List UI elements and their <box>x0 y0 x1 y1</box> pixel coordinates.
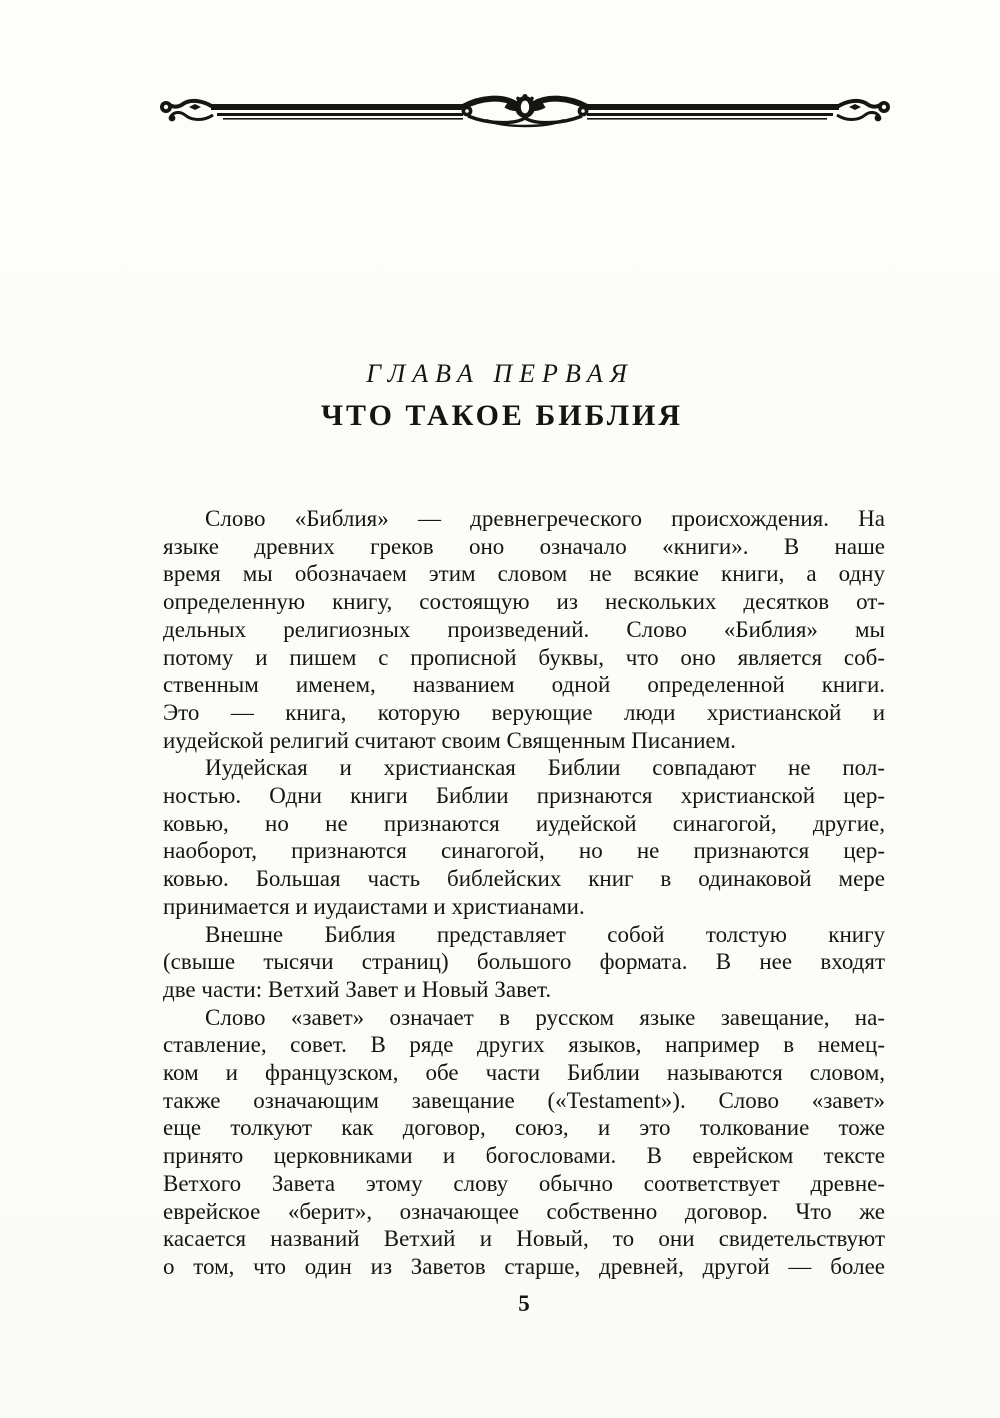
text-line: ком и французском, обе части Библии называются словом, <box>163 1060 885 1086</box>
text-line: дельных религиозных произведений. Слово «Библия» мы <box>163 616 885 642</box>
text-line: о том, что один из Заветов старше, древней, другой — более <box>163 1253 885 1279</box>
text-line: ставление, совет. В ряде других языков, например в немец- <box>163 1032 885 1058</box>
text-line: Ветхого Завета этому слову обычно соответствует древне- <box>163 1170 885 1196</box>
text-line: ностью. Одни книги Библии признаются христианской цер- <box>163 783 885 809</box>
text-line: Иудейская и христианская Библии совпадают не пол- <box>205 755 885 781</box>
text-line: еще толкуют как договор, союз, и это толкование тоже <box>163 1115 885 1141</box>
text-line: определенную книгу, состоящую из нескольких десятков от- <box>163 589 885 615</box>
chapter-title: ЧТО ТАКОЕ БИБЛИЯ <box>320 399 684 432</box>
text-line: наоборот, признаются синагогой, но не признаются цер- <box>163 838 885 864</box>
text-line: языке древних греков оно означало «книги». В наше <box>163 533 885 559</box>
text-line: принимается и иудаистами и христианами. <box>163 893 585 919</box>
header-ornament-icon <box>156 94 894 132</box>
text-line: иудейской религий считают своим Священным Писанием. <box>163 727 737 753</box>
text-line: Внешне Библия представляет собой толстую книгу <box>205 921 885 947</box>
text-line: Слово «завет» означает в русском языке завещание, на- <box>205 1004 885 1030</box>
text-line: также означающим завещание («Testament»). Слово «завет» <box>163 1087 885 1113</box>
page-number: 5 <box>518 1291 530 1316</box>
text-line: время мы обозначаем этим словом не всякие книги, а одну <box>163 561 885 587</box>
text-line: Слово «Библия» — древнегреческого происхождения. На <box>205 506 885 531</box>
text-line: (свыше тысячи страниц) большого формата. В нее входят <box>163 949 885 975</box>
text-line: касается названий Ветхий и Новый, то они свидетельствуют <box>163 1226 885 1252</box>
text-line: ственным именем, названием одной определенной книги. <box>163 672 885 698</box>
text-line: принято церковниками и богословами. В еврейском тексте <box>163 1143 885 1169</box>
text-line: ковью. Большая часть библейских книг в одинаковой мере <box>163 866 885 892</box>
text-line: Это — книга, которую верующие люди христианской и <box>163 699 885 725</box>
text-line: ковью, но не признаются иудейской синагогой, другие, <box>163 810 885 836</box>
text-line: потому и пишем с прописной буквы, что оно является соб- <box>163 644 885 670</box>
chapter-label: ГЛАВА ПЕРВАЯ <box>366 359 634 388</box>
text-line: еврейское «берит», означающее собственно договор. Что же <box>163 1198 885 1224</box>
body-text <box>163 505 885 1281</box>
text-line: две части: Ветхий Завет и Новый Завет. <box>163 976 552 1002</box>
